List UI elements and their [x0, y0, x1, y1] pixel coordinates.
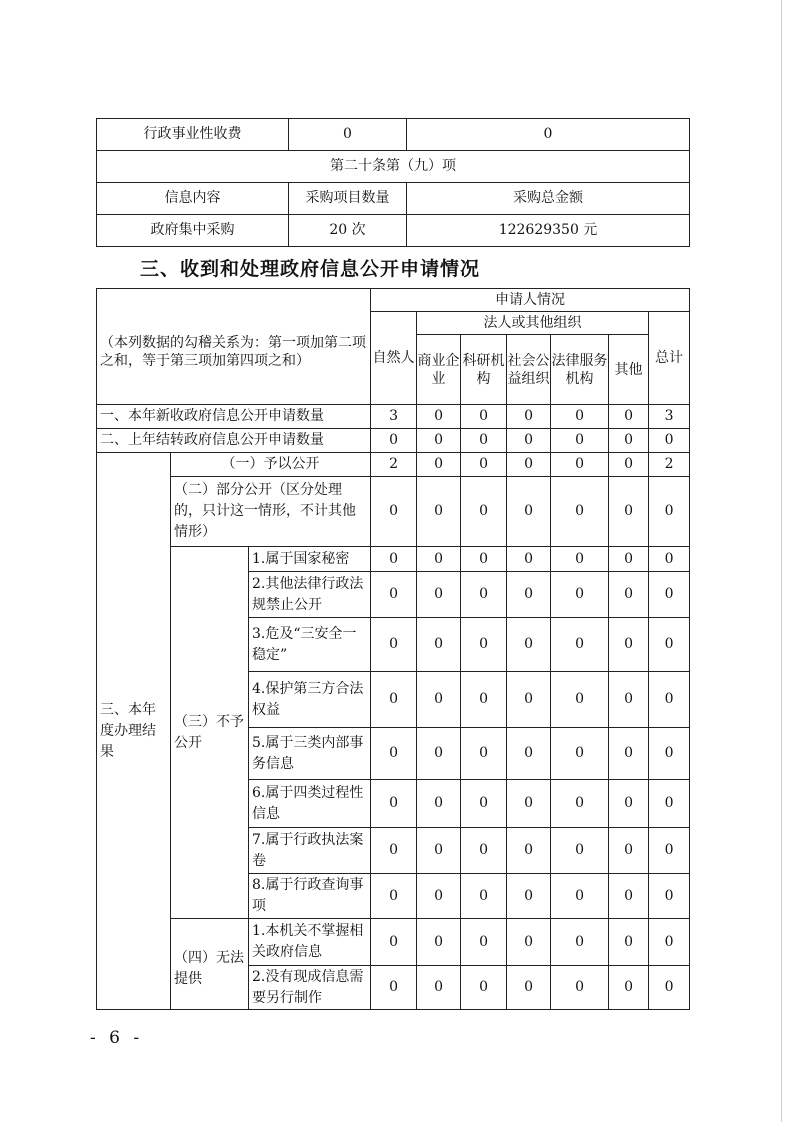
cell-value: 0 [507, 618, 551, 672]
cell-value: 0 [649, 874, 690, 919]
cell-value: 0 [507, 405, 551, 429]
cell-value: 0 [371, 547, 417, 572]
table-row [97, 405, 690, 429]
cell-value: 0 [461, 919, 507, 966]
cell-value: 0 [417, 828, 461, 874]
row-label: （一）予以公开 [171, 453, 371, 477]
cell-value: 3 [371, 405, 417, 429]
cell-value: 20 次 [289, 215, 407, 247]
cell-value: 0 [461, 547, 507, 572]
row-label: 6.属于四类过程性信息 [249, 780, 371, 828]
row-label: 7.属于行政执法案卷 [249, 828, 371, 874]
table-row [97, 453, 690, 477]
cell-value: 0 [371, 728, 417, 780]
cell-value: 0 [551, 919, 609, 966]
cell-value: 0 [507, 477, 551, 547]
table-row [97, 183, 690, 215]
cell-value: 122629350 元 [407, 215, 690, 247]
cell-value: 0 [551, 672, 609, 728]
cell-value: 0 [417, 780, 461, 828]
cell-value: 3 [649, 405, 690, 429]
cell-value: 0 [461, 453, 507, 477]
table-row [97, 119, 690, 151]
cell-value: 0 [609, 618, 649, 672]
cell-value: 0 [649, 572, 690, 618]
cell-value: 0 [371, 429, 417, 453]
information-request-table [96, 288, 690, 1010]
section-heading: 三、收到和处理政府信息公开申请情况 [140, 258, 481, 280]
cell-value: 0 [507, 572, 551, 618]
cell-value: 0 [417, 618, 461, 672]
cell-value: 0 [417, 477, 461, 547]
cell-value: 0 [551, 572, 609, 618]
table-row [97, 215, 690, 247]
row-label: 二、上年结转政府信息公开申请数量 [97, 429, 371, 453]
cell-value: 0 [289, 119, 407, 151]
row-label: 政府集中采购 [97, 215, 289, 247]
cell-value: 0 [371, 572, 417, 618]
unable-group-label: （四）无法提供 [171, 919, 249, 1010]
cell-value: 0 [551, 405, 609, 429]
cell-value: 0 [507, 429, 551, 453]
cell-value: 0 [507, 828, 551, 874]
cell-value: 0 [609, 874, 649, 919]
cell-value: 0 [649, 780, 690, 828]
cell-value: 0 [417, 919, 461, 966]
column-header: 信息内容 [97, 183, 289, 215]
cell-value: 0 [507, 672, 551, 728]
cell-value: 0 [649, 966, 690, 1010]
cell-value: 0 [507, 728, 551, 780]
cell-value: 0 [609, 966, 649, 1010]
cell-value: 0 [461, 780, 507, 828]
cell-value: 0 [609, 477, 649, 547]
row-label: 行政事业性收费 [97, 119, 289, 151]
cell-value: 0 [609, 728, 649, 780]
cell-value: 0 [417, 874, 461, 919]
procurement-table [96, 118, 690, 247]
cell-value: 0 [649, 477, 690, 547]
cell-value: 0 [551, 874, 609, 919]
cell-value: 0 [417, 966, 461, 1010]
cell-value: 0 [407, 119, 690, 151]
cell-value: 0 [461, 429, 507, 453]
cell-value: 0 [551, 429, 609, 453]
not-open-group-label: （三）不予公开 [171, 547, 249, 919]
cell-value: 0 [461, 728, 507, 780]
cell-value: 0 [649, 728, 690, 780]
row-label: 1.属于国家秘密 [249, 547, 371, 572]
cell-value: 0 [609, 453, 649, 477]
cell-value: 0 [609, 429, 649, 453]
cell-value: 0 [551, 780, 609, 828]
cell-value: 0 [417, 672, 461, 728]
table-row [97, 477, 690, 547]
cell-value: 0 [461, 405, 507, 429]
cell-value: 0 [371, 919, 417, 966]
cell-value: 0 [461, 477, 507, 547]
cell-value: 2 [649, 453, 690, 477]
cell-value: 0 [609, 405, 649, 429]
cell-value: 0 [609, 672, 649, 728]
table-row [97, 547, 690, 572]
page-edge-rule [781, 0, 782, 1122]
cell-value: 0 [649, 828, 690, 874]
cell-value: 0 [461, 966, 507, 1010]
row-label: 5.属于三类内部事务信息 [249, 728, 371, 780]
column-header: 社会公益组织 [507, 335, 551, 405]
cell-value: 0 [461, 828, 507, 874]
cell-value: 0 [507, 874, 551, 919]
cell-value: 0 [507, 966, 551, 1010]
table-header-row [97, 289, 690, 312]
row-label: 第二十条第（九）项 [97, 151, 690, 183]
table-row [97, 919, 690, 966]
cell-value: 0 [417, 405, 461, 429]
column-header: 科研机构 [461, 335, 507, 405]
row-label: （二）部分公开（区分处理的，只计这一情形，不计其他情形） [171, 477, 371, 547]
cell-value: 0 [461, 572, 507, 618]
result-group-label: 三、本年度办理结果 [97, 453, 171, 1010]
cell-value: 0 [461, 874, 507, 919]
cell-value: 0 [417, 547, 461, 572]
cell-value: 0 [417, 429, 461, 453]
column-header: 法人或其他组织 [417, 312, 649, 335]
cell-value: 0 [417, 453, 461, 477]
cell-value: 0 [551, 966, 609, 1010]
cell-value: 0 [649, 429, 690, 453]
column-header: 采购总金额 [407, 183, 690, 215]
row-label: 8.属于行政查询事项 [249, 874, 371, 919]
cell-value: 0 [551, 453, 609, 477]
cell-value: 0 [609, 780, 649, 828]
cell-value: 0 [609, 828, 649, 874]
cell-value: 0 [649, 618, 690, 672]
row-label: 一、本年新收政府信息公开申请数量 [97, 405, 371, 429]
column-header: 法律服务机构 [551, 335, 609, 405]
row-label: 3.危及“三安全一稳定” [249, 618, 371, 672]
cell-value: 0 [551, 728, 609, 780]
cell-value: 0 [507, 453, 551, 477]
cell-value: 0 [461, 618, 507, 672]
column-header: 其他 [609, 335, 649, 405]
cell-value: 0 [507, 919, 551, 966]
column-header: 采购项目数量 [289, 183, 407, 215]
cell-value: 0 [609, 547, 649, 572]
row-label: 2.没有现成信息需要另行制作 [249, 966, 371, 1010]
cell-value: 2 [371, 453, 417, 477]
cell-value: 0 [371, 966, 417, 1010]
row-label: 4.保护第三方合法权益 [249, 672, 371, 728]
row-label: 2.其他法律行政法规禁止公开 [249, 572, 371, 618]
table-row [97, 429, 690, 453]
cell-value: 0 [507, 547, 551, 572]
page-number: - 6 - [90, 1028, 144, 1048]
cell-value: 0 [649, 919, 690, 966]
cell-value: 0 [371, 618, 417, 672]
table-note: （本列数据的勾稽关系为：第一项加第二项之和，等于第三项加第四项之和） [97, 289, 371, 405]
cell-value: 0 [551, 477, 609, 547]
cell-value: 0 [551, 618, 609, 672]
cell-value: 0 [461, 672, 507, 728]
cell-value: 0 [371, 672, 417, 728]
cell-value: 0 [649, 547, 690, 572]
cell-value: 0 [371, 477, 417, 547]
cell-value: 0 [649, 672, 690, 728]
cell-value: 0 [417, 572, 461, 618]
cell-value: 0 [371, 874, 417, 919]
column-header: 申请人情况 [371, 289, 690, 312]
column-header: 商业企业 [417, 335, 461, 405]
column-header: 总计 [649, 312, 690, 405]
cell-value: 0 [609, 919, 649, 966]
row-label: 1.本机关不掌握相关政府信息 [249, 919, 371, 966]
table-row [97, 151, 690, 183]
cell-value: 0 [551, 547, 609, 572]
cell-value: 0 [371, 780, 417, 828]
cell-value: 0 [417, 728, 461, 780]
cell-value: 0 [609, 572, 649, 618]
cell-value: 0 [551, 828, 609, 874]
cell-value: 0 [371, 828, 417, 874]
cell-value: 0 [507, 780, 551, 828]
column-header: 自然人 [371, 312, 417, 405]
